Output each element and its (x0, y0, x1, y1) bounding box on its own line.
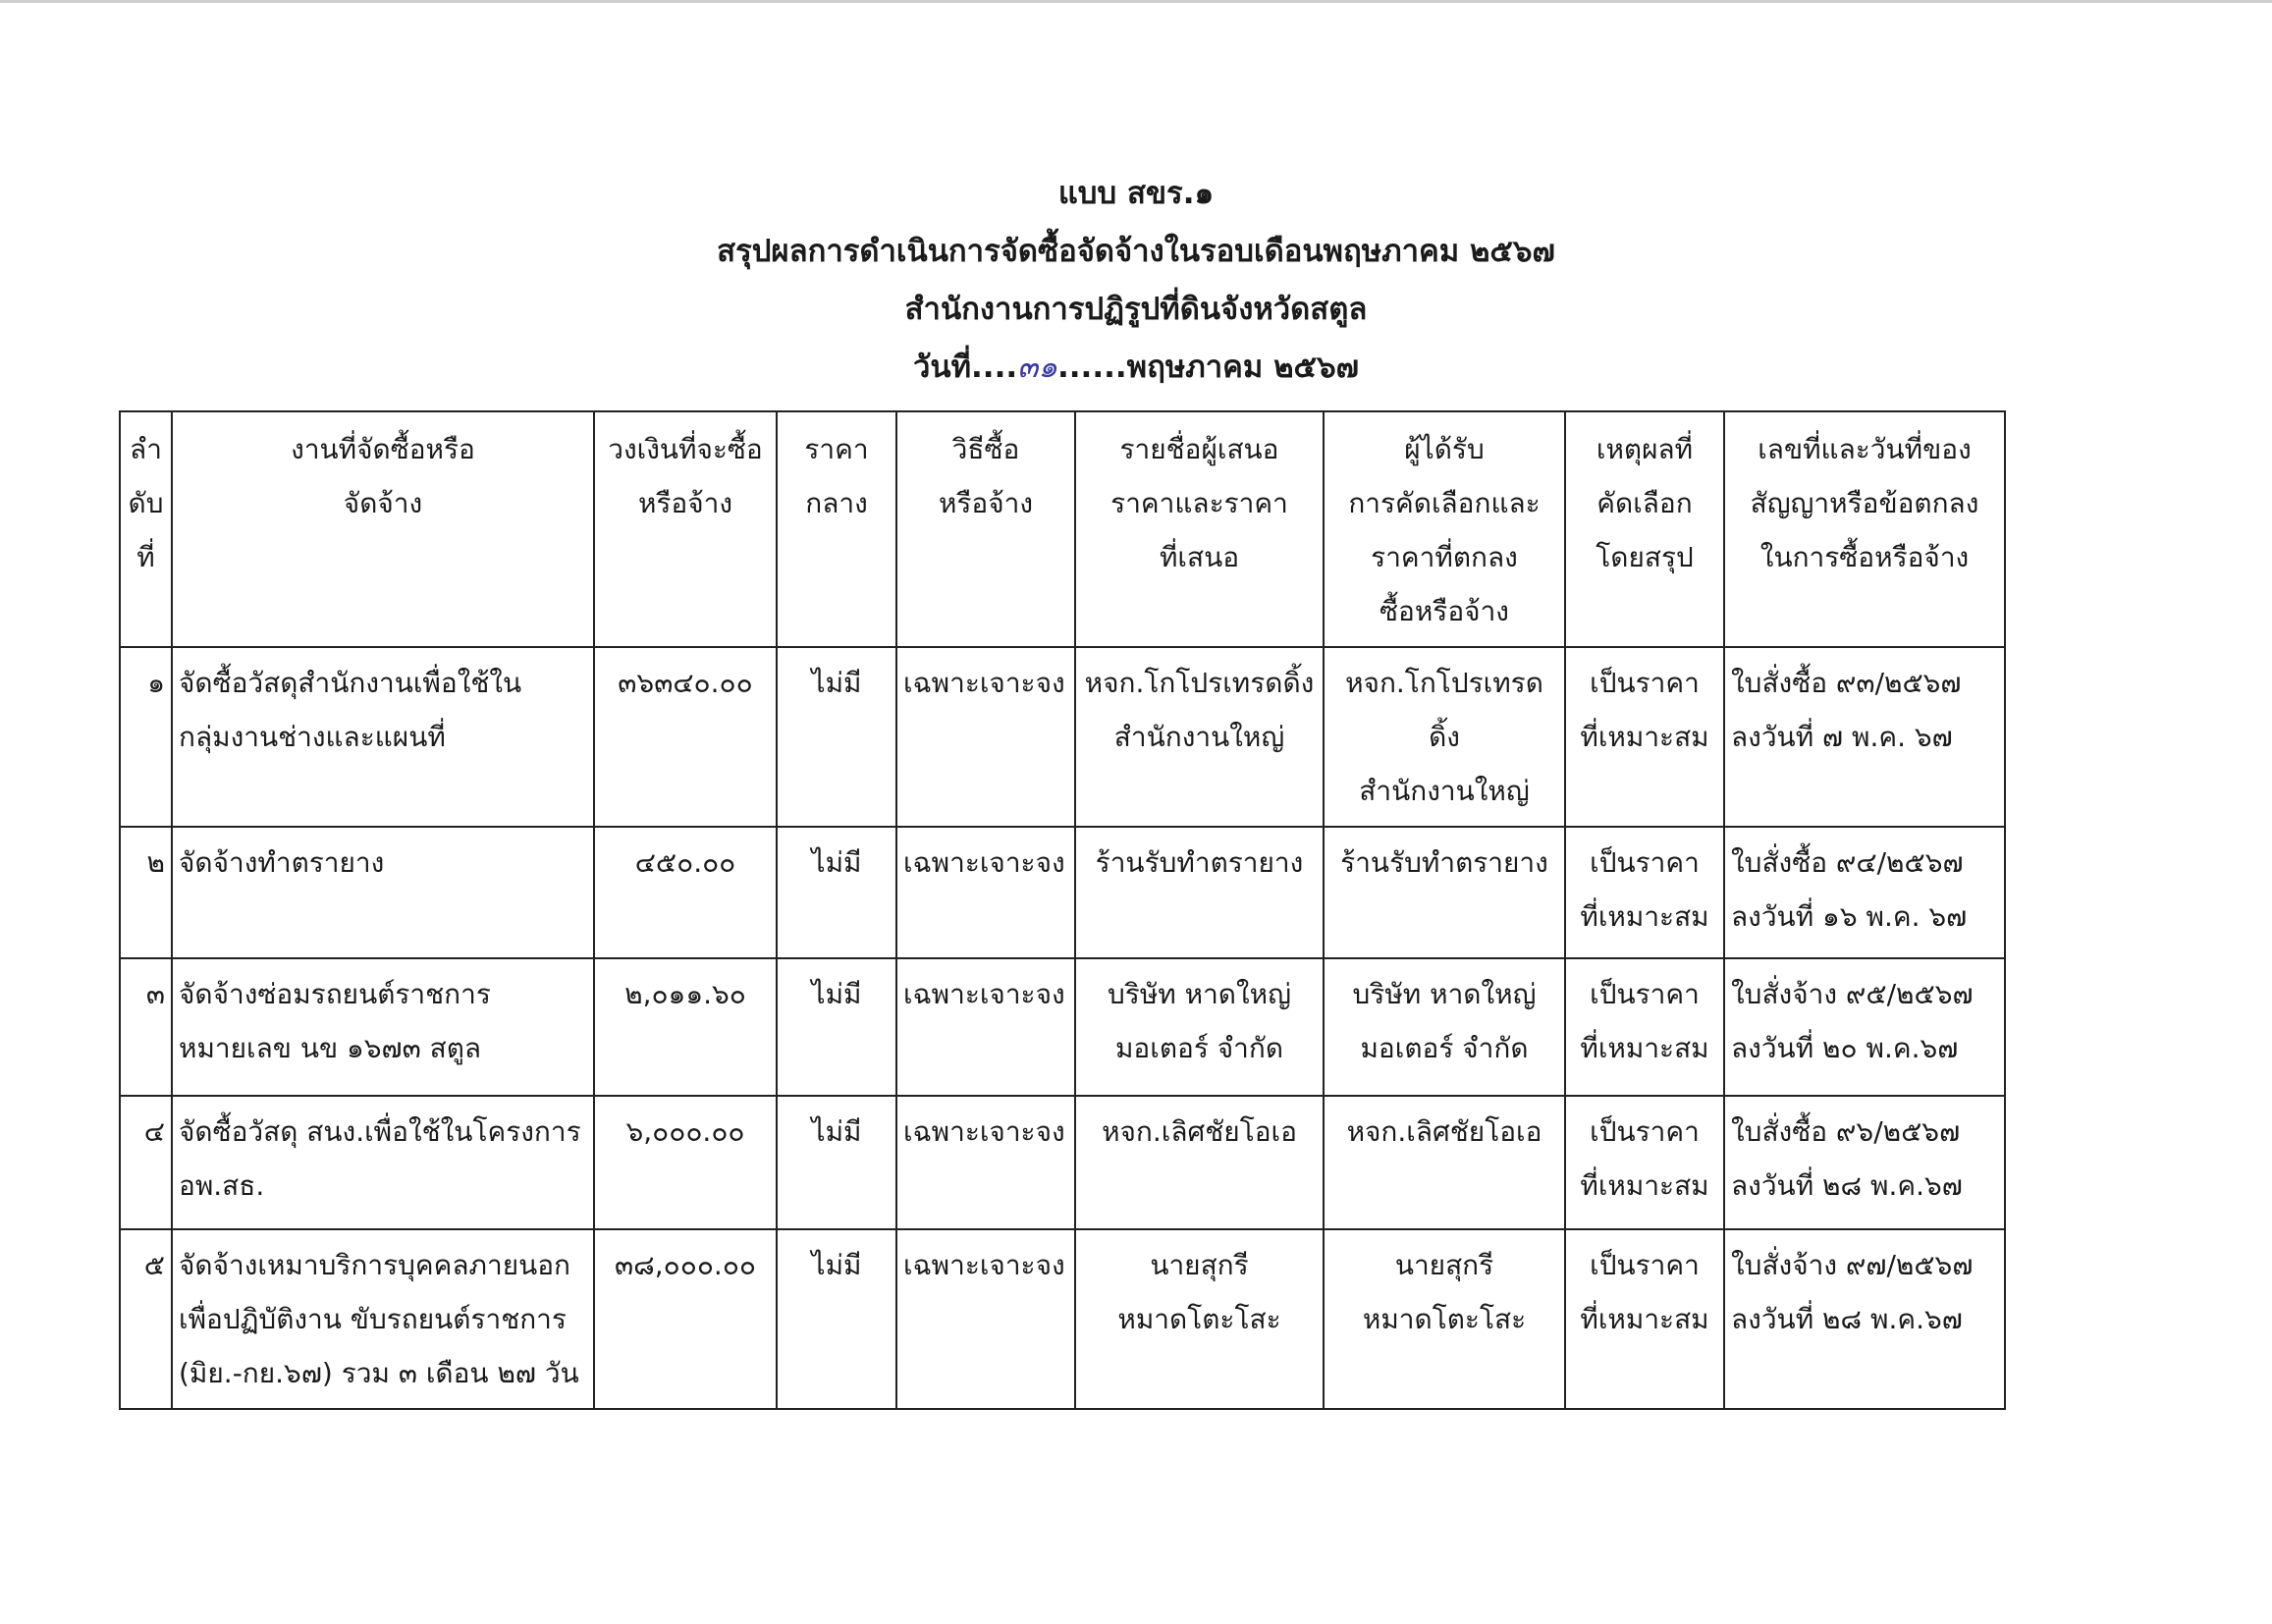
header-method: วิธีซื้อ หรือจ้าง (896, 411, 1075, 647)
header-bidders: รายชื่อผู้เสนอ ราคาและราคา ที่เสนอ (1075, 411, 1324, 647)
cell-item: จัดจ้างซ่อมรถยนต์ราชการ หมายเลข นข ๑๖๗๓ สตูล (172, 958, 594, 1096)
cell-reason: เป็นราคา ที่เหมาะสม (1565, 647, 1724, 827)
cell-bidders: บริษัท หาดใหญ่ มอเตอร์ จำกัด (1075, 958, 1324, 1096)
form-name: แบบ สขร.๑ (1057, 176, 1215, 211)
cell-winner: บริษัท หาดใหญ่ มอเตอร์ จำกัด (1324, 958, 1565, 1096)
cell-no: ๕ (120, 1229, 172, 1409)
table-row (120, 827, 2005, 958)
cell-budget: ๓๖๓๔๐.๐๐ (594, 647, 777, 827)
header-no: ลำ ดับ ที่ (120, 411, 172, 647)
cell-method: เฉพาะเจาะจง (896, 1096, 1075, 1229)
header-reason: เหตุผลที่ คัดเลือก โดยสรุป (1565, 411, 1724, 647)
date-suffix: ......พฤษภาคม ๒๕๖๗ (1057, 350, 1359, 385)
cell-budget: ๒,๐๑๑.๖๐ (594, 958, 777, 1096)
date-day-handwritten: ๓๑ (1017, 350, 1057, 385)
cell-bidders: หจก.โกโปรเทรดดิ้ง สำนักงานใหญ่ (1075, 647, 1324, 827)
header-budget: วงเงินที่จะซื้อ หรือจ้าง (594, 411, 777, 647)
cell-item: จัดจ้างทำตรายาง (172, 827, 594, 958)
header-winner: ผู้ได้รับ การคัดเลือกและ ราคาที่ตกลง ซื้อหรือจ้าง (1324, 411, 1565, 647)
cell-contract: ใบสั่งจ้าง ๙๕/๒๕๖๗ ลงวันที่ ๒๐ พ.ค.๖๗ (1724, 958, 2005, 1096)
cell-reason: เป็นราคา ที่เหมาะสม (1565, 827, 1724, 958)
cell-no: ๔ (120, 1096, 172, 1229)
cell-median-price: ไม่มี (777, 1229, 896, 1409)
cell-winner: หจก.เลิศชัยโอเอ (1324, 1096, 1565, 1229)
cell-winner: หจก.โกโปรเทรดดิ้ง สำนักงานใหญ่ (1324, 647, 1565, 827)
cell-item: จัดซื้อวัสดุ สนง.เพื่อใช้ในโครงการ อพ.สธ. (172, 1096, 594, 1229)
cell-no: ๓ (120, 958, 172, 1096)
cell-median-price: ไม่มี (777, 827, 896, 958)
document-header (0, 165, 2272, 397)
table-row (120, 958, 2005, 1096)
procurement-table (119, 410, 2006, 1410)
cell-budget: ๖,๐๐๐.๐๐ (594, 1096, 777, 1229)
cell-median-price: ไม่มี (777, 647, 896, 827)
cell-item: จัดซื้อวัสดุสำนักงานเพื่อใช้ใน กลุ่มงานช่างและแผนที่ (172, 647, 594, 827)
cell-budget: ๓๘,๐๐๐.๐๐ (594, 1229, 777, 1409)
cell-method: เฉพาะเจาะจง (896, 1229, 1075, 1409)
cell-contract: ใบสั่งซื้อ ๙๓/๒๕๖๗ ลงวันที่ ๗ พ.ค. ๖๗ (1724, 647, 2005, 827)
cell-contract: ใบสั่งซื้อ ๙๖/๒๕๖๗ ลงวันที่ ๒๘ พ.ค.๖๗ (1724, 1096, 2005, 1229)
header-contract: เลขที่และวันที่ของ สัญญาหรือข้อตกลง ในการซื้อหรือจ้าง (1724, 411, 2005, 647)
document-date (0, 339, 2272, 397)
cell-winner: นายสุกรี หมาดโตะโสะ (1324, 1229, 1565, 1409)
office-name: สำนักงานการปฏิรูปที่ดินจังหวัดสตูล (904, 292, 1368, 327)
header-median-price: ราคา กลาง (777, 411, 896, 647)
cell-winner: ร้านรับทำตรายาง (1324, 827, 1565, 958)
cell-median-price: ไม่มี (777, 958, 896, 1096)
cell-bidders: หจก.เลิศชัยโอเอ (1075, 1096, 1324, 1229)
cell-no: ๒ (120, 827, 172, 958)
header-item: งานที่จัดซื้อหรือ จัดจ้าง (172, 411, 594, 647)
cell-no: ๑ (120, 647, 172, 827)
date-prefix: วันที่.... (912, 350, 1018, 385)
cell-contract: ใบสั่งจ้าง ๙๗/๒๕๖๗ ลงวันที่ ๒๘ พ.ค.๖๗ (1724, 1229, 2005, 1409)
cell-bidders: นายสุกรี หมาดโตะโสะ (1075, 1229, 1324, 1409)
cell-method: เฉพาะเจาะจง (896, 827, 1075, 958)
cell-item: จัดจ้างเหมาบริการบุคคลภายนอก เพื่อปฏิบัติงาน ขับรถยนต์ราชการ (มิย.-กย.๖๗) รวม ๓ เดือน ๒๗ วัน (172, 1229, 594, 1409)
cell-reason: เป็นราคา ที่เหมาะสม (1565, 1229, 1724, 1409)
cell-budget: ๔๕๐.๐๐ (594, 827, 777, 958)
cell-median-price: ไม่มี (777, 1096, 896, 1229)
cell-contract: ใบสั่งซื้อ ๙๔/๒๕๖๗ ลงวันที่ ๑๖ พ.ค. ๖๗ (1724, 827, 2005, 958)
cell-method: เฉพาะเจาะจง (896, 647, 1075, 827)
table-row (120, 1229, 2005, 1409)
cell-reason: เป็นราคา ที่เหมาะสม (1565, 958, 1724, 1096)
table-header-row (120, 411, 2005, 647)
table-row (120, 647, 2005, 827)
cell-reason: เป็นราคา ที่เหมาะสม (1565, 1096, 1724, 1229)
scan-edge (0, 0, 2272, 3)
document-title: สรุปผลการดำเนินการจัดซื้อจัดจ้างในรอบเดือนพฤษภาคม ๒๕๖๗ (717, 234, 1555, 269)
cell-bidders: ร้านรับทำตรายาง (1075, 827, 1324, 958)
table-row (120, 1096, 2005, 1229)
cell-method: เฉพาะเจาะจง (896, 958, 1075, 1096)
